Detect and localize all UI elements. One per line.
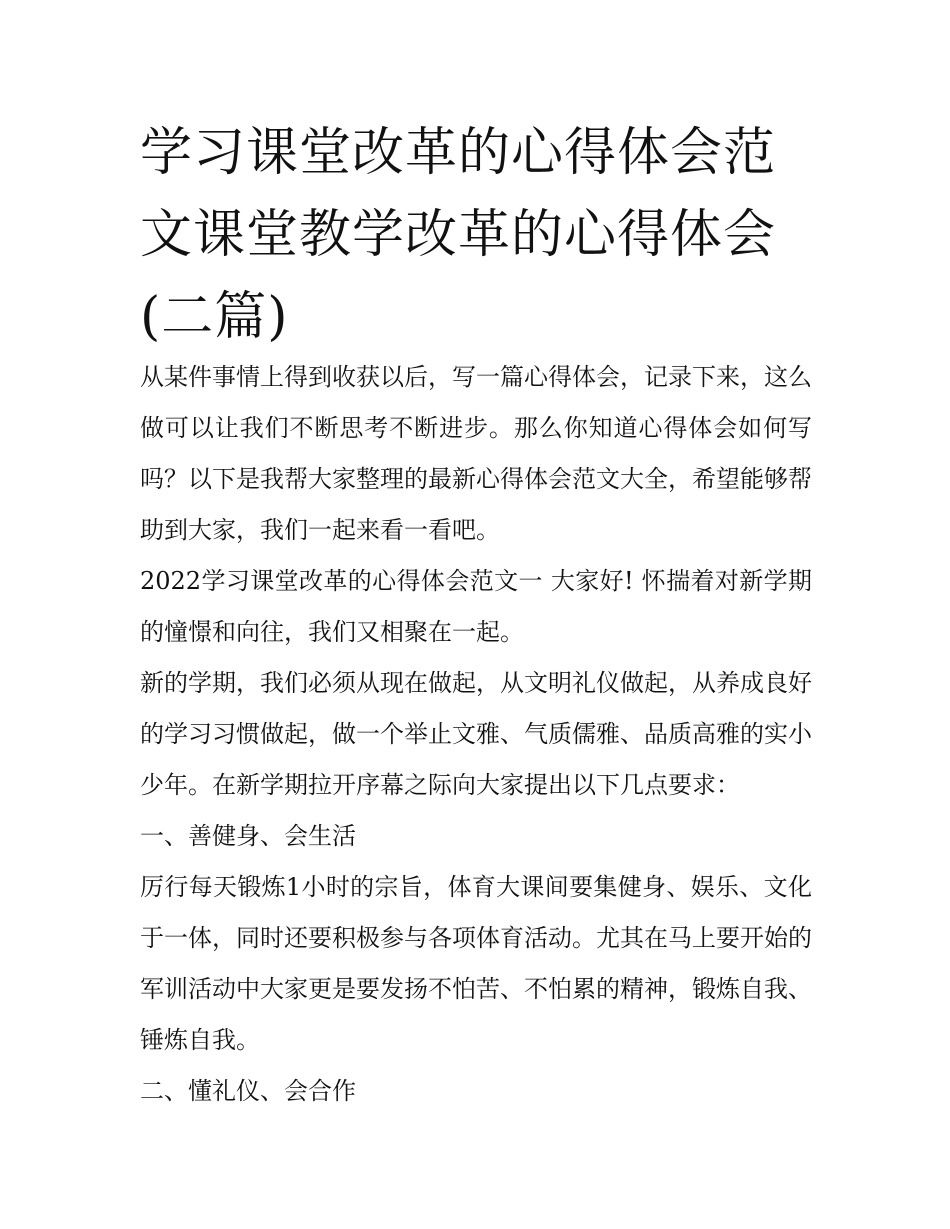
section-heading-1: 一、善健身、会生活 [140,822,356,850]
paragraph-new-semester: 新的学期，我们必须从现在做起，从文明礼仪做起，从养成良好的学习习惯做起，做一个举止文雅、气质儒雅、品质高雅的实小少年。在新学期拉开序幕之际向大家提出以下几点要求： [140,669,812,799]
document-body [140,352,812,1117]
document-title: 学习课堂改革的心得体会范文课堂教学改革的心得体会(二篇) [140,123,777,347]
paragraph-greeting: 2022学习课堂改革的心得体会范文一 大家好! 怀揣着对新学期的憧憬和向往，我们又相聚在一起。 [140,567,812,646]
paragraph-intro: 从某件事情上得到收获以后，写一篇心得体会，记录下来，这么做可以让我们不断思考不断进步。那么你知道心得体会如何写吗？以下是我帮大家整理的最新心得体会范文大全，希望能够帮助到大家，我们一起来看一看吧。 [140,363,812,544]
section-heading-2: 二、懂礼仪、会合作 [140,1077,356,1105]
paragraph-exercise: 厉行每天锻炼1小时的宗旨，体育大课间要集健身、娱乐、文化于一体，同时还要积极参与各项体育活动。尤其在马上要开始的军训活动中大家更是要发扬不怕苦、不怕累的精神，锻炼自我、锤炼自我。 [140,873,812,1054]
